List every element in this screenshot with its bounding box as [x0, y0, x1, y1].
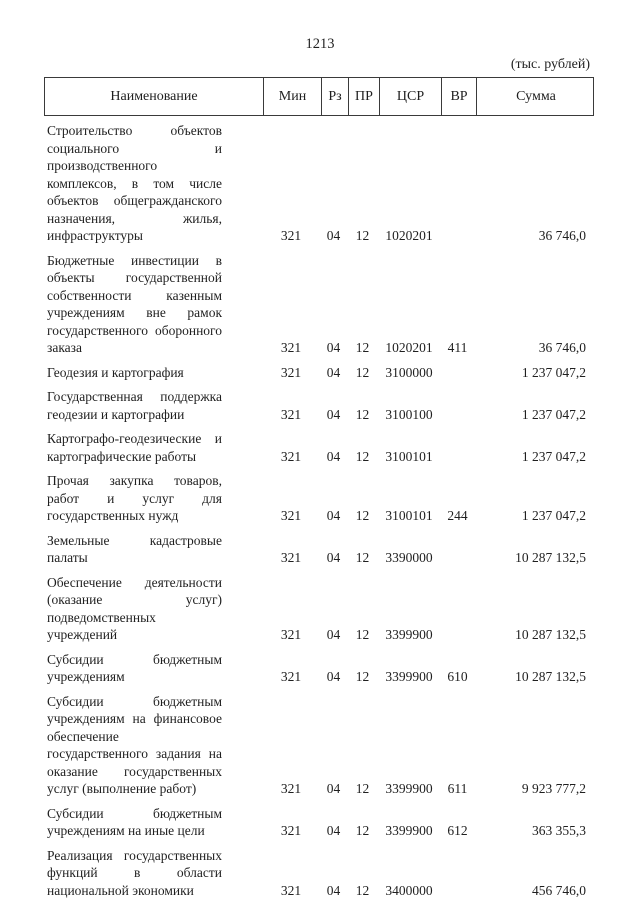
- row-rz-cell: 04: [326, 823, 341, 838]
- row-csr-cell: 3399900: [385, 669, 433, 684]
- budget-table-header: [44, 77, 594, 116]
- row-name-cell: Субсидии бюджетным учреждениям на финансовое обеспечение государственного задания на оказание государственных услуг (выполнение работ): [47, 693, 222, 796]
- row-rz-cell: 04: [326, 228, 341, 243]
- row-min-cell: 321: [280, 882, 302, 898]
- row-min-cell: 321: [280, 340, 302, 355]
- row-vr-cell: 610: [447, 669, 468, 684]
- row-rz-cell: 04: [326, 508, 341, 523]
- row-min-cell: 321: [280, 669, 302, 684]
- row-pr-cell: 12: [355, 669, 370, 684]
- row-name-cell: Бюджетные инвестиции в объекты государственной собственности казенным учреждениям вне рамок государственного оборонного заказа: [47, 252, 222, 355]
- row-pr-cell: 12: [355, 448, 370, 464]
- budget-table-body: [44, 122, 594, 899]
- row-name-cell: Земельные кадастровые палаты: [47, 532, 222, 565]
- column-header-csr: ЦСР: [379, 78, 441, 115]
- row-sum-cell: 36 746,0: [538, 340, 586, 355]
- row-name-cell: Прочая закупка товаров, работ и услуг для государственных нужд: [47, 473, 222, 523]
- row-pr-cell: 12: [355, 781, 370, 796]
- row-vr-cell: 244: [447, 508, 468, 523]
- row-pr-cell: 12: [355, 882, 370, 898]
- row-name-cell: Субсидии бюджетным учреждениям: [47, 651, 222, 684]
- column-header-rz: Рз: [321, 78, 348, 115]
- row-vr-cell: 411: [447, 340, 468, 355]
- row-rz-cell: 04: [326, 364, 341, 380]
- table-row: [44, 532, 594, 567]
- row-name-cell: Геодезия и картография: [47, 364, 184, 380]
- row-min-cell: 321: [280, 228, 302, 243]
- row-sum-cell: 10 287 132,5: [515, 550, 586, 565]
- row-name-cell: Субсидии бюджетным учреждениям на иные цели: [47, 805, 222, 838]
- row-csr-cell: 3400000: [385, 882, 433, 898]
- table-row: [44, 847, 594, 900]
- row-rz-cell: 04: [326, 627, 341, 642]
- row-csr-cell: 3399900: [385, 823, 433, 838]
- column-header-pr: ПР: [348, 78, 379, 115]
- row-min-cell: 321: [280, 406, 302, 422]
- row-sum-cell: 9 923 777,2: [521, 781, 586, 796]
- row-sum-cell: 1 237 047,2: [521, 508, 586, 523]
- table-row: [44, 430, 594, 465]
- row-sum-cell: 10 287 132,5: [515, 669, 586, 684]
- row-sum-cell: 36 746,0: [538, 228, 586, 243]
- row-min-cell: 321: [280, 823, 302, 838]
- row-rz-cell: 04: [326, 550, 341, 565]
- row-sum-cell: 1 237 047,2: [521, 364, 586, 380]
- row-pr-cell: 12: [355, 364, 370, 380]
- table-row: [44, 388, 594, 423]
- row-rz-cell: 04: [326, 882, 341, 898]
- column-header-name: Наименование: [110, 89, 198, 104]
- row-min-cell: 321: [280, 508, 302, 523]
- column-header-sum: Сумма: [476, 78, 595, 115]
- row-name-cell: Реализация государственных функций в области национальной экономики: [47, 847, 222, 898]
- row-rz-cell: 04: [326, 781, 341, 796]
- table-row: [44, 472, 594, 525]
- column-header-min: Мин: [263, 78, 321, 115]
- row-min-cell: 321: [280, 627, 302, 642]
- budget-table: [44, 77, 594, 899]
- row-name-cell: Обеспечение деятельности (оказание услуг) подведомственных учреждений: [47, 574, 222, 642]
- row-csr-cell: 3100100: [385, 406, 433, 422]
- row-csr-cell: 3399900: [385, 627, 433, 642]
- row-csr-cell: 3390000: [385, 550, 433, 565]
- row-sum-cell: 363 355,3: [532, 823, 586, 838]
- row-vr-cell: 612: [447, 823, 468, 838]
- table-row: [44, 693, 594, 798]
- row-rz-cell: 04: [326, 669, 341, 684]
- row-sum-cell: 1 237 047,2: [521, 448, 586, 464]
- row-sum-cell: 10 287 132,5: [515, 627, 586, 642]
- units-note: (тыс. рублей): [510, 57, 590, 72]
- row-min-cell: 321: [280, 781, 302, 796]
- row-csr-cell: 3100101: [385, 448, 433, 464]
- page-number: 1213: [305, 36, 335, 52]
- table-row: [44, 122, 594, 245]
- row-csr-cell: 3100101: [385, 508, 433, 523]
- row-pr-cell: 12: [355, 550, 370, 565]
- row-csr-cell: 1020201: [385, 228, 433, 243]
- row-pr-cell: 12: [355, 406, 370, 422]
- table-row: [44, 651, 594, 686]
- row-min-cell: 321: [280, 448, 302, 464]
- row-rz-cell: 04: [326, 340, 341, 355]
- row-pr-cell: 12: [355, 627, 370, 642]
- column-header-vr: ВР: [441, 78, 476, 115]
- row-rz-cell: 04: [326, 448, 341, 464]
- table-row: [44, 805, 594, 840]
- table-row: [44, 364, 594, 382]
- row-sum-cell: 1 237 047,2: [521, 406, 586, 422]
- row-name-cell: Картографо-геодезические и картографические работы: [47, 431, 222, 464]
- row-csr-cell: 1020201: [385, 340, 433, 355]
- row-csr-cell: 3100000: [385, 364, 433, 380]
- row-rz-cell: 04: [326, 406, 341, 422]
- row-name-cell: Государственная поддержка геодезии и картографии: [47, 389, 222, 422]
- row-pr-cell: 12: [355, 823, 370, 838]
- row-vr-cell: 611: [447, 781, 468, 796]
- row-name-cell: Строительство объектов социального и производственного комплексов, в том числе объектов общегражданского назначения, жилья, инфраструктуры: [47, 123, 222, 243]
- row-min-cell: 321: [280, 364, 302, 380]
- row-sum-cell: 456 746,0: [532, 882, 586, 898]
- row-pr-cell: 12: [355, 228, 370, 243]
- row-min-cell: 321: [280, 550, 302, 565]
- row-pr-cell: 12: [355, 340, 370, 355]
- row-pr-cell: 12: [355, 508, 370, 523]
- table-row: [44, 574, 594, 644]
- row-csr-cell: 3399900: [385, 781, 433, 796]
- table-row: [44, 252, 594, 357]
